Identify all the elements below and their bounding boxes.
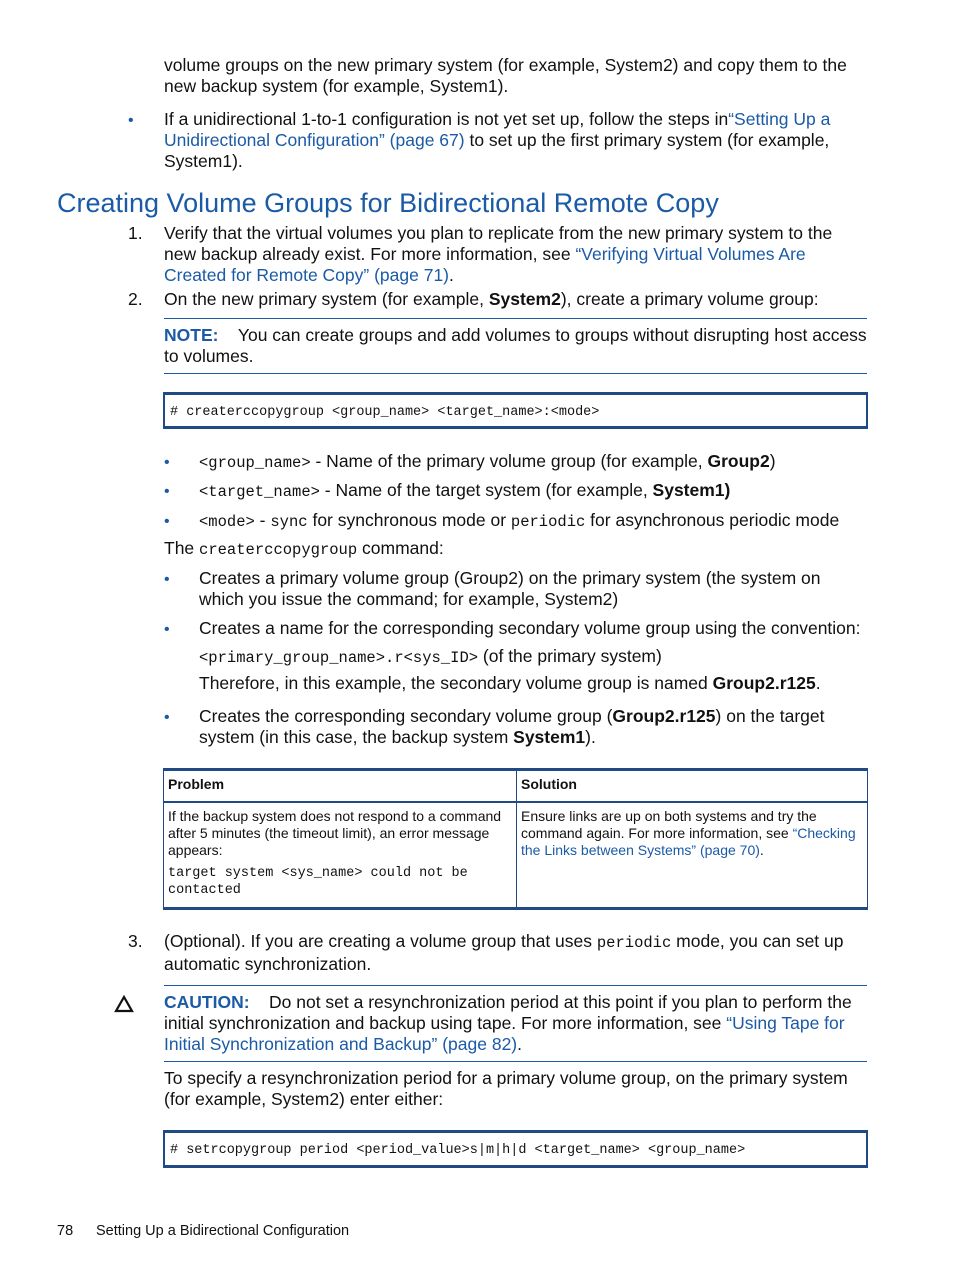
note-block bbox=[164, 325, 869, 367]
caution-text: Do not set a resynchronization period at this point if you plan to perform the initial synchronization and backup using tape. For more information, see bbox=[164, 992, 852, 1033]
page-number: 78 bbox=[57, 1223, 74, 1239]
param-group-name bbox=[199, 451, 869, 474]
effect-2: Creates a name for the corresponding secondary volume group using the convention: bbox=[199, 618, 861, 638]
param-target-name bbox=[199, 480, 869, 503]
intro-bullet bbox=[164, 109, 869, 172]
intro-bullet-text: If a unidirectional 1-to-1 configuration is not yet set up, follow the steps in bbox=[164, 109, 729, 129]
effect-3-post: ). bbox=[585, 727, 596, 747]
link-using-tape[interactable]: “Using Tape for Initial Synchronization and Backup” (page 82) bbox=[164, 1013, 845, 1054]
problem-error-code: target system <sys_name> could not be contacted bbox=[168, 866, 468, 898]
bullet-dot: • bbox=[164, 483, 170, 500]
specify-paragraph: To specify a resynchronization period for a primary volume group, on the primary system (for example, System2) enter either: bbox=[164, 1068, 848, 1109]
effect-1: Creates a primary volume group (Group2) on the primary system (the system on which you issue the command; for example, System2) bbox=[199, 568, 821, 609]
caution-rule-top bbox=[164, 985, 867, 986]
intro-bullet-text-post: to set up the first primary system (for example, System1). bbox=[164, 130, 830, 171]
param-text-post: for asynchronous periodic mode bbox=[585, 510, 840, 530]
convention-code: <primary_group_name>.r<sys_ID> bbox=[199, 649, 479, 667]
step-2 bbox=[164, 289, 869, 310]
step-2-text: On the new primary system (for example, bbox=[164, 289, 489, 309]
caution-block bbox=[164, 992, 869, 1055]
effect-3-mid: ) on the target system (in this case, the backup system bbox=[199, 706, 825, 747]
table-header-row bbox=[164, 770, 868, 803]
caution-label: CAUTION: bbox=[164, 992, 250, 1012]
effect-3 bbox=[199, 706, 869, 748]
step-3-text: (Optional). If you are creating a volume group that uses bbox=[164, 931, 597, 951]
link-verifying-virtual-volumes[interactable]: “Verifying Virtual Volumes Are Created for Remote Copy” (page 71) bbox=[164, 244, 806, 285]
step-3-code: periodic bbox=[596, 934, 672, 952]
step-2-text-post: ), create a primary volume group: bbox=[560, 289, 819, 309]
step-1-text: Verify that the virtual volumes you plan to replicate from the new primary system to the new backup already exist. For more information, see bbox=[164, 223, 833, 264]
param-text-post: ) bbox=[769, 451, 776, 471]
caution-icon bbox=[114, 995, 134, 1013]
bullet-dot: • bbox=[128, 112, 134, 129]
param-code-periodic: periodic bbox=[510, 513, 586, 531]
param-code: <target_name> bbox=[199, 483, 320, 501]
step-3-text-post: mode, you can set up automatic synchronization. bbox=[164, 931, 844, 974]
section-heading: Creating Volume Groups for Bidirectional Remote Copy bbox=[57, 188, 719, 218]
param-text: - Name of the target system (for example, bbox=[319, 480, 653, 500]
caution-rule-bottom bbox=[164, 1061, 867, 1062]
bullet-dot: • bbox=[164, 454, 170, 471]
step-1 bbox=[164, 223, 869, 286]
intro-paragraph: volume groups on the new primary system (for example, System2) and copy them to the new backup system (for example, System1). bbox=[164, 55, 847, 96]
code-block-createrccopygroup: # createrccopygroup <group_name> <target_name>:<mode> bbox=[163, 392, 868, 429]
bullet-dot: • bbox=[164, 571, 170, 588]
bullet-dot: • bbox=[164, 709, 170, 726]
therefore-post: . bbox=[815, 673, 821, 693]
step-2-bold: System2 bbox=[488, 289, 561, 309]
param-text: - Name of the primary volume group (for example, bbox=[310, 451, 708, 471]
step-number: 2. bbox=[128, 289, 143, 309]
link-checking-links[interactable]: “Checking the Links between Systems” (page 70) bbox=[521, 825, 856, 858]
therefore-text: Therefore, in this example, the secondary volume group is named bbox=[199, 673, 713, 693]
param-bold: Group2 bbox=[707, 451, 770, 471]
step-number: 3. bbox=[128, 931, 143, 951]
param-code: <mode> bbox=[199, 513, 255, 531]
table-header-solution: Solution bbox=[517, 770, 868, 803]
convention-text: (of the primary system) bbox=[478, 646, 662, 666]
problem-text: If the backup system does not respond to a command after 5 minutes (the timeout limit), an error message appears: bbox=[168, 808, 502, 858]
effect-2-convention bbox=[199, 646, 869, 669]
problem-solution-table bbox=[163, 768, 868, 910]
link-setting-up-unidirectional[interactable]: “Setting Up a Unidirectional Configuration” (page 67) bbox=[164, 109, 831, 150]
command-intro-post: command: bbox=[357, 538, 444, 558]
caution-text-post: . bbox=[517, 1034, 523, 1054]
solution-text: Ensure links are up on both systems and try the command again. For more information, see bbox=[521, 808, 817, 841]
effect-3-text: Creates the corresponding secondary volume group ( bbox=[199, 706, 613, 726]
note-rule-top bbox=[164, 318, 867, 319]
param-sep: - bbox=[254, 510, 271, 530]
param-mode bbox=[199, 510, 869, 533]
table-cell-solution bbox=[517, 802, 868, 909]
effect-3-bold2: System1 bbox=[513, 727, 586, 747]
note-text: You can create groups and add volumes to groups without disrupting host access to volumes. bbox=[164, 325, 867, 366]
footer-title: Setting Up a Bidirectional Configuration bbox=[96, 1223, 350, 1239]
step-1-text-post: . bbox=[449, 265, 454, 285]
command-intro-text: The bbox=[164, 538, 200, 558]
effect-2-therefore bbox=[199, 673, 869, 694]
note-rule-bottom bbox=[164, 373, 867, 374]
effect-3-bold: Group2.r125 bbox=[612, 706, 716, 726]
param-code-sync: sync bbox=[270, 513, 308, 531]
solution-text-post: . bbox=[759, 842, 764, 858]
bullet-dot: • bbox=[164, 513, 170, 530]
command-intro bbox=[164, 538, 869, 561]
step-3 bbox=[164, 931, 869, 975]
therefore-bold: Group2.r125 bbox=[712, 673, 816, 693]
table-cell-problem bbox=[164, 802, 517, 909]
bullet-dot: • bbox=[164, 621, 170, 638]
note-label: NOTE: bbox=[164, 325, 219, 345]
param-code: <group_name> bbox=[199, 454, 311, 472]
param-bold: System1) bbox=[652, 480, 731, 500]
table-row bbox=[164, 802, 868, 909]
command-code: createrccopygroup bbox=[199, 541, 358, 559]
param-text: for synchronous mode or bbox=[307, 510, 511, 530]
table-header-problem: Problem bbox=[164, 770, 517, 803]
step-number: 1. bbox=[128, 223, 143, 243]
code-block-setrcopygroup: # setrcopygroup period <period_value>s|m|h|d <target_name> <group_name> bbox=[163, 1130, 868, 1168]
